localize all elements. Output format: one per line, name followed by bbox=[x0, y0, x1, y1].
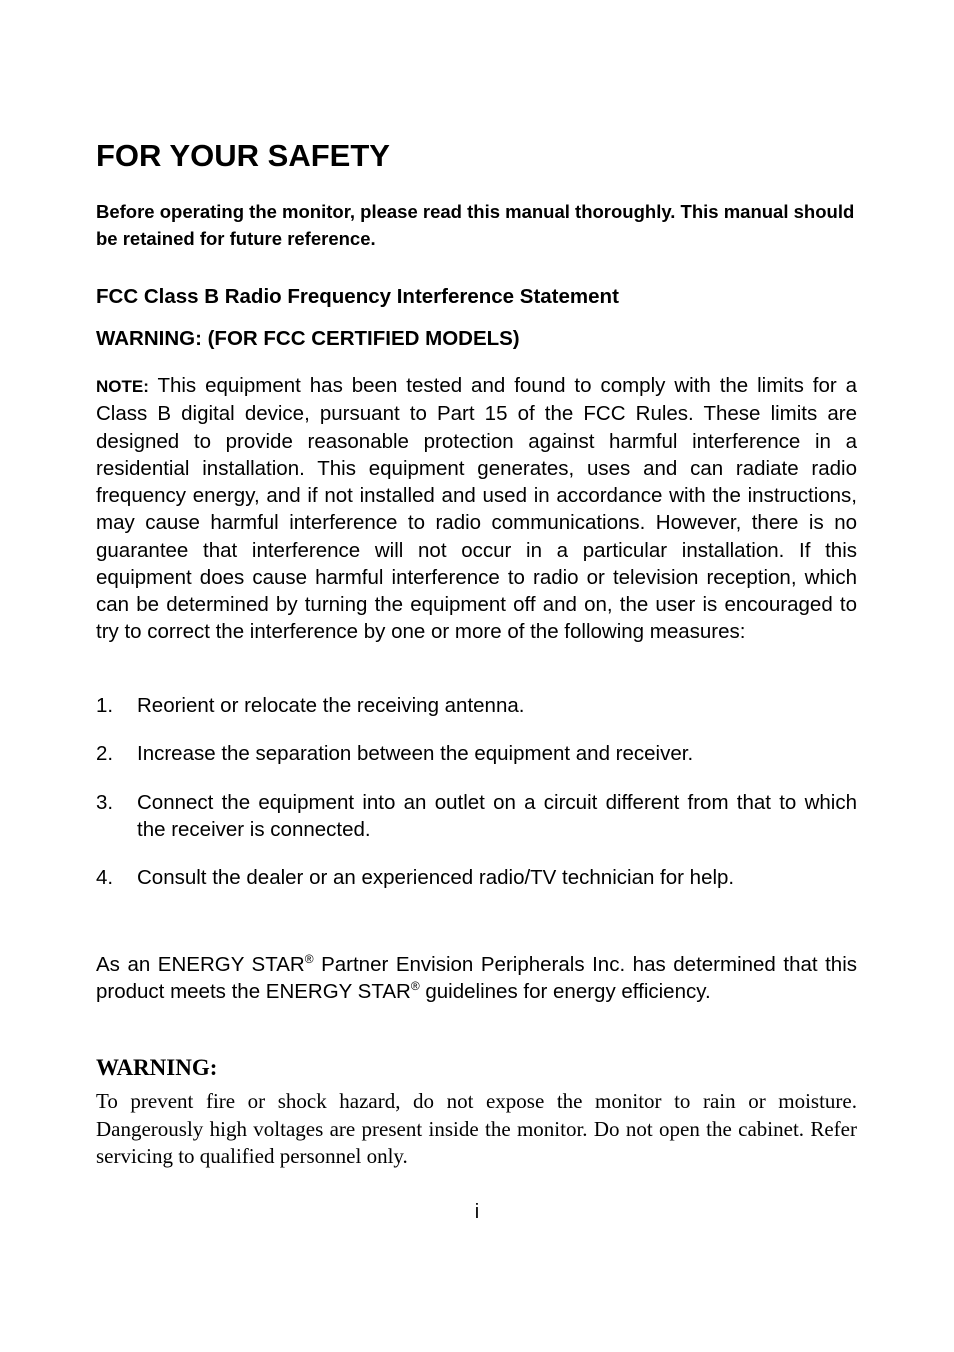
energy-text-3: guidelines for energy efficiency. bbox=[419, 980, 711, 1004]
registered-mark: ® bbox=[304, 952, 314, 966]
note-text: This equipment has been tested and found to comply with the limits for a Class B digital device, pursuant to Part 15 of the FCC Rules. These limits are designed to provide reasonable protection against harmful interference in a residential installation. This equipment generates, uses and can radiate radio frequency energy, and if not installed and used in accordance with the instructions, may cause harmful interference to radio communications. However, there is no guarantee that interference will not occur in a particular installation. If this equipment does cause harmful interference to radio or television reception, which can be determined by turning the equipment off and on, the user is encouraged to try to correct the interference by one or more of the following measures: bbox=[96, 374, 857, 644]
list-item-number: 3. bbox=[96, 790, 114, 814]
list-item-text: Consult the dealer or an experienced radio/TV technician for help. bbox=[137, 866, 735, 889]
list-item bbox=[96, 864, 857, 891]
list-item-number: 1. bbox=[96, 694, 114, 717]
page-title: FOR YOUR SAFETY bbox=[96, 138, 390, 173]
fcc-heading: FCC Class B Radio Frequency Interference Statement bbox=[96, 285, 619, 308]
intro-paragraph: Before operating the monitor, please read this manual thoroughly. This manual should be retained for future reference. bbox=[96, 201, 855, 249]
warning-paragraph: To prevent fire or shock hazard, do not expose the monitor to rain or moisture. Dangerously high voltages are present inside the monitor. Do not open the cabinet. Refer servicing to qualified personnel only. bbox=[96, 1089, 857, 1168]
energy-star-paragraph bbox=[96, 951, 857, 1006]
energy-text-1: As an ENERGY STAR bbox=[96, 953, 305, 976]
fcc-warning-heading: WARNING: (FOR FCC CERTIFIED MODELS) bbox=[96, 327, 520, 350]
list-item bbox=[96, 692, 857, 719]
list-item-number: 2. bbox=[96, 742, 114, 766]
page-number: i bbox=[474, 1201, 480, 1223]
list-item bbox=[96, 740, 857, 767]
list-item-text: Connect the equipment into an outlet on a circuit different from that to which the receiver is connected. bbox=[137, 790, 857, 841]
list-item-text: Reorient or relocate the receiving antenna. bbox=[137, 694, 525, 717]
note-label: NOTE: bbox=[96, 377, 149, 396]
warning-heading: WARNING: bbox=[96, 1055, 218, 1080]
list-item-number: 4. bbox=[96, 866, 114, 889]
registered-mark: ® bbox=[410, 979, 420, 994]
list-item-text: Increase the separation between the equipment and receiver. bbox=[137, 742, 694, 766]
fcc-note-paragraph bbox=[96, 372, 857, 646]
list-item bbox=[96, 789, 857, 844]
energy-text-2: Partner Envision Peripherals Inc. has determined that this product meets the ENERGY STAR bbox=[96, 953, 858, 1004]
measures-list bbox=[96, 692, 857, 912]
